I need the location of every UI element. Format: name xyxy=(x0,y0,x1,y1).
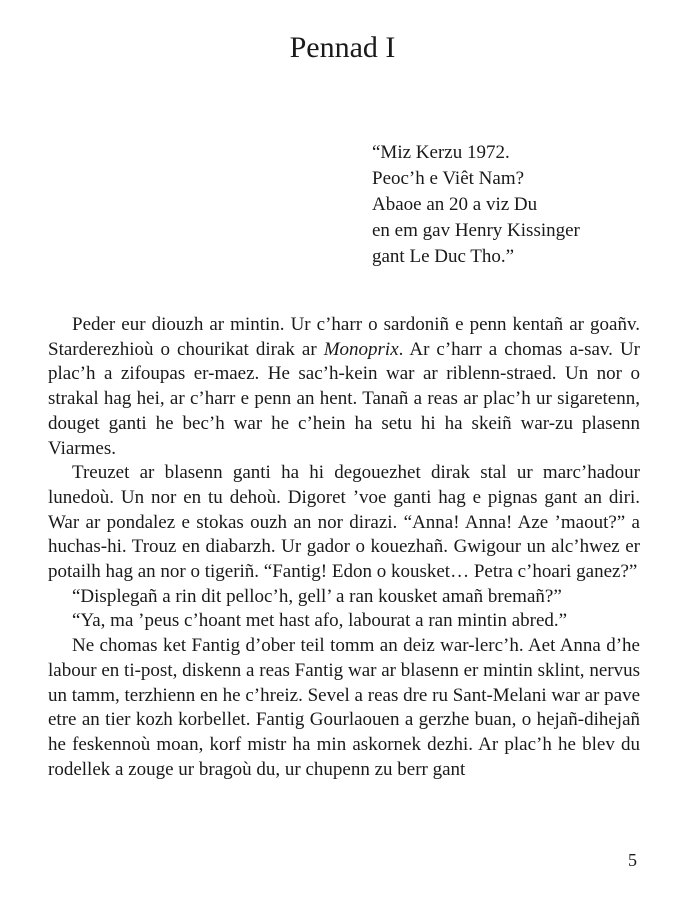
body-text xyxy=(48,313,640,782)
paragraph: “Displegañ a rin dit pelloc’h, gell’ a ran kousket amañ bremañ?” xyxy=(72,585,562,607)
epigraph-line: en em gav Henry Kissinger xyxy=(372,220,580,241)
paragraph-text: . Ar c’harr a chomas a-sav. Ur plac’h a zifoupas er-maez. He sac’h-kein war ar riblenn-straed. Un nor o strakal hag hei, ar c’harr e penn an hent. Tanañ a reas ar plac’h ur sigaretenn, douget ganti he bec’h war he c’hein ha setu hi ha skeiñ war-zu plasenn Viarmes. xyxy=(48,338,640,459)
paragraph: “Ya, ma ’peus c’hoant met hast afo, labourat a ran mintin abred.” xyxy=(72,610,568,632)
italic-store-name: Monoprix xyxy=(323,338,399,360)
page-number: 5 xyxy=(628,850,637,870)
paragraph-text: Peder eur diouzh ar mintin. Ur c’harr o sardoniñ e penn kentañ ar goañv. Starderezhioù o chourikat dirak ar xyxy=(48,314,640,360)
epigraph xyxy=(372,140,672,270)
chapter-title: Pennad I xyxy=(289,31,396,64)
paragraph: Ne chomas ket Fantig d’ober teil tomm an deiz war-lerc’h. Aet Anna d’he labour en ti-post, diskenn a reas Fantig war ar blasenn er mintin sklint, nervus un tamm, terzhienn en he c’hreiz. Sevel a reas dre ru Sant-Melani war ar pave etre an tier kozh korbellet. Fantig Gourlaouen a gerzhe buan, o hejañ-dihejañ he feskennoù moan, korf mistr ha min askornek dezhi. Ar plac’h he blev du rodellek a zouge ur bragoù du, ur chupenn zu berr gant xyxy=(48,635,640,780)
paragraph xyxy=(48,313,640,461)
epigraph-line: Peoc’h e Viêt Nam? xyxy=(372,168,525,189)
paragraph: Treuzet ar blasenn ganti ha hi degouezhet dirak stal ur marc’hadour lunedoù. Un nor en tu dehoù. Digoret ’voe ganti hag e pignas gant an diri. War ar pondalez e stokas ouzh an nor dirazi. “Anna! Anna! Aze ’maout?” a huchas-hi. Trouz en diabarzh. Ur gador o kouezhañ. Gwigour un alc’hwez er potailh hag an nor o tigeriñ. “Fantig! Edon o kousket… Petra c’hoari ganez?” xyxy=(48,462,640,583)
epigraph-line: “Miz Kerzu 1972. xyxy=(372,142,510,163)
epigraph-line: Abaoe an 20 a viz Du xyxy=(372,194,538,215)
epigraph-line: gant Le Duc Tho.” xyxy=(372,246,515,267)
